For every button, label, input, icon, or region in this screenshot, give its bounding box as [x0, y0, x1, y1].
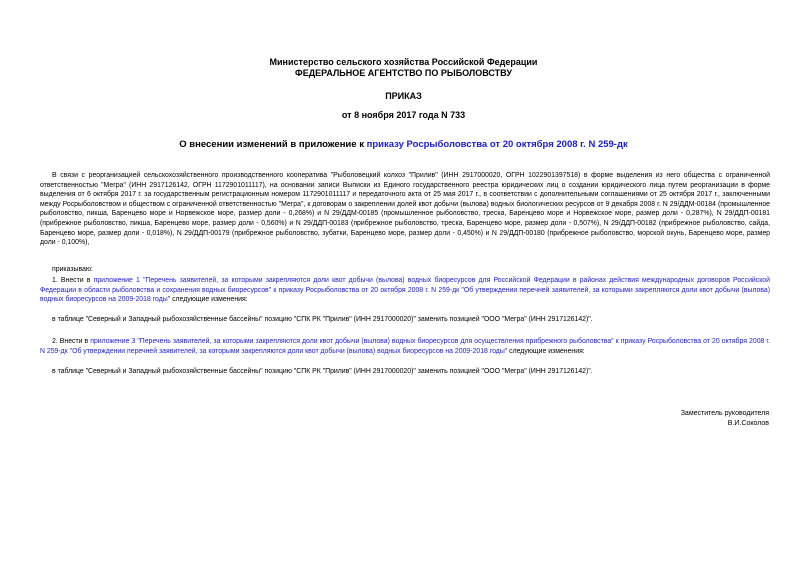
item1-change: в таблице "Северный и Западный рыбохозяйственные бассейны" позицию "СПК РК "Прилив" (ИНН 2917000020)" заменить позицией "ООО "Мегра" (ИНН 2917126142)".	[52, 316, 593, 323]
signature-name: В.И.Соколов	[727, 420, 769, 427]
title-link[interactable]: приказу Росрыболовства от 20 октября 2008 г. N 259-дк	[366, 139, 628, 150]
item1-prefix: 1. Внести в	[52, 277, 94, 284]
signature-position: Заместитель руководителя	[680, 410, 769, 417]
item2-link[interactable]: приложение 3 "Перечень заявителей, за которыми закрепляются доли квот добычи (вылова) водных биоресурсов для осуществления прибрежного рыболовства" к приказу Росрыболовства от 20 октября 2008 г. N 259-дк "Об утверждении перечней заявителей, за которыми закрепляются доли квот добычи (вылова) водных биоресурсов на 2009-2018 годы"	[40, 338, 770, 355]
item1-suffix: следующие изменения:	[170, 296, 248, 304]
item1-paragraph	[40, 276, 770, 305]
title-prefix: О внесении изменений в приложение к	[179, 139, 367, 150]
item2-change: в таблице "Северный и Западный рыбохозяйственные бассейны" позицию "СПК РК "Прилив" (ИНН 2917000020)" заменить позицией "ООО "Мегра" (ИНН 2917126142)".	[52, 368, 593, 375]
doc-date-number: от 8 ноября 2017 года N 733	[341, 110, 466, 120]
item2-prefix: 2. Внести в	[52, 338, 91, 345]
doc-title	[0, 139, 807, 150]
item1-link[interactable]: приложение 1 "Перечень заявителей, за которыми закрепляются доли квот добычи (вылова) водных биоресурсов для Российской Федерации в районах действия международных договоров Российской Федерации в области рыболовства и сохранения водных биоресурсов" к приказу Росрыболовства от 20 октября 2008 г. N 259-дк "Об утверждении перечней заявителей, за которыми закрепляются доли квот добычи (вылова) водных биоресурсов на 2009-2018 годы"	[40, 277, 770, 304]
prikazyvayu-text: приказываю:	[52, 266, 93, 273]
ministry-name: Министерство сельского хозяйства Российской Федерации	[269, 57, 538, 67]
agency-name: ФЕДЕРАЛЬНОЕ АГЕНТСТВО ПО РЫБОЛОВСТВУ	[295, 68, 512, 78]
item2-suffix: следующие изменения:	[507, 347, 585, 355]
preamble-paragraph: В связи с реорганизацией сельскохозяйственного производственного кооператива "Рыболовецкий колхоз "Прилив" (ИНН 2917000020, ОГРН 1022901397518) в форме выделения из него общества с ограниченной ответственностью "Мегра" (ИНН 2917126142, ОГРН 1172901011117), на основании записи Выписки из Единого государственного реестра юридических лиц о создании юридического лица путем реорганизации в форме выделения от 6 октября 2017 г. за государственным регистрационным номером 1172901011117 и передаточного акта от 25 мая 2017 г., в соответствии с дополнительными соглашениями от 25 октября 2017 г., заключенными между Росрыболовством и обществом с ограниченной ответственностью "Мегра", к договорам о закреплении долей квот добычи (вылова) водных биологических ресурсов от 9 декабря 2008 г. N 29/ДДМ-00184 (промышленное рыболовство, пикша, Баренцево море и Норвежское море, размер доли - 0,268%) и N 29/ДДМ-00185 (промышленное рыболовство, треска, Баренцево море и Норвежское море, размер доли - 0,287%), N 29/ДДП-00181 (прибрежное рыболовство, пикша, Баренцево море, размер доли - 0,560%) и N 29/ДДП-00183 (прибрежное рыболовство, треска, Баренцево море, размер доли - 0,507%), N 29/ДДП-00182 (прибрежное рыболовство, сайда, Баренцево море, размер доли - 0,018%), N 29/ДДП-00179 (прибрежное рыболовство, зубатки, Баренцево море, размер доли - 0,450%) и N 29/ДДП-00180 (прибрежное рыболовство, морской окунь, Баренцево море, размер доли - 0,100%),	[40, 172, 770, 247]
item2-paragraph	[40, 337, 770, 356]
doc-type: ПРИКАЗ	[385, 91, 422, 101]
